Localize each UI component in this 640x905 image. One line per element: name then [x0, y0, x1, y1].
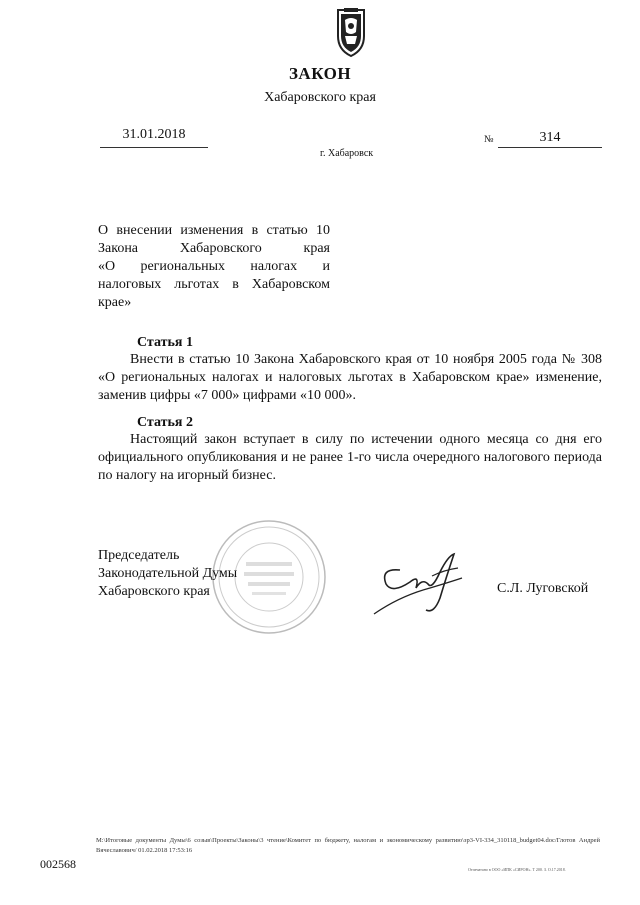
document-subtitle: Хабаровского края	[264, 90, 376, 105]
document-number: 314	[539, 130, 561, 145]
signatory-name: С.Л. Луговской	[497, 581, 589, 596]
law-heading	[98, 222, 330, 312]
number-underline	[498, 147, 602, 148]
position-line: Председатель	[98, 548, 180, 563]
article-2-body: Настоящий закон вступает в силу по истечении одного месяца со дня его официального опубликования и не ранее 1-го числа очередного налогового периода по налогу на игорный бизнес.	[98, 432, 602, 483]
number-label: №	[484, 134, 494, 145]
coat-of-arms-icon	[330, 6, 372, 58]
heading-line: «О региональных налогах и	[98, 259, 330, 274]
heading-line: налоговых льготах в Хабаровском	[98, 277, 330, 292]
position-line: Хабаровского края	[98, 584, 210, 599]
print-info: Отпечатано в ООО «ИПК «СИРОН». Т 200. З. О.17.2018.	[468, 867, 566, 872]
position-line: Законодательной Думы	[98, 566, 238, 581]
article-1-body: Внести в статью 10 Закона Хабаровского края от 10 ноября 2005 года № 308 «О региональных налогах и налоговых льготах в Хабаровском крае» изменение, заменив цифры «7 000» цифрами «10 000».	[98, 352, 602, 403]
document-registration-number: 002568	[40, 857, 76, 871]
handwritten-signature	[370, 548, 470, 620]
date-underline	[100, 147, 208, 148]
signatory-position	[98, 547, 237, 601]
article-1-title: Статья 1	[137, 335, 193, 350]
heading-line: Закона Хабаровского края	[98, 241, 330, 256]
document-date: 31.01.2018	[122, 127, 186, 142]
article-2-title: Статья 2	[137, 415, 193, 430]
footer-file-path: M:\Итоговые документы Думы\6 созыв\Проекты\Законы\3 чтение\Комитет по бюджету, налогам и экономическому развитию\зр3-VI-334_310118_budget04.doc/Глотов Андрей Вячеславович/ 01.02.2018 17:53:16	[96, 837, 600, 854]
heading-line: крае»	[98, 295, 132, 310]
document-title: ЗАКОН	[288, 64, 352, 83]
city: г. Хабаровск	[320, 148, 374, 159]
heading-line: О внесении изменения в статью 10	[98, 223, 330, 238]
